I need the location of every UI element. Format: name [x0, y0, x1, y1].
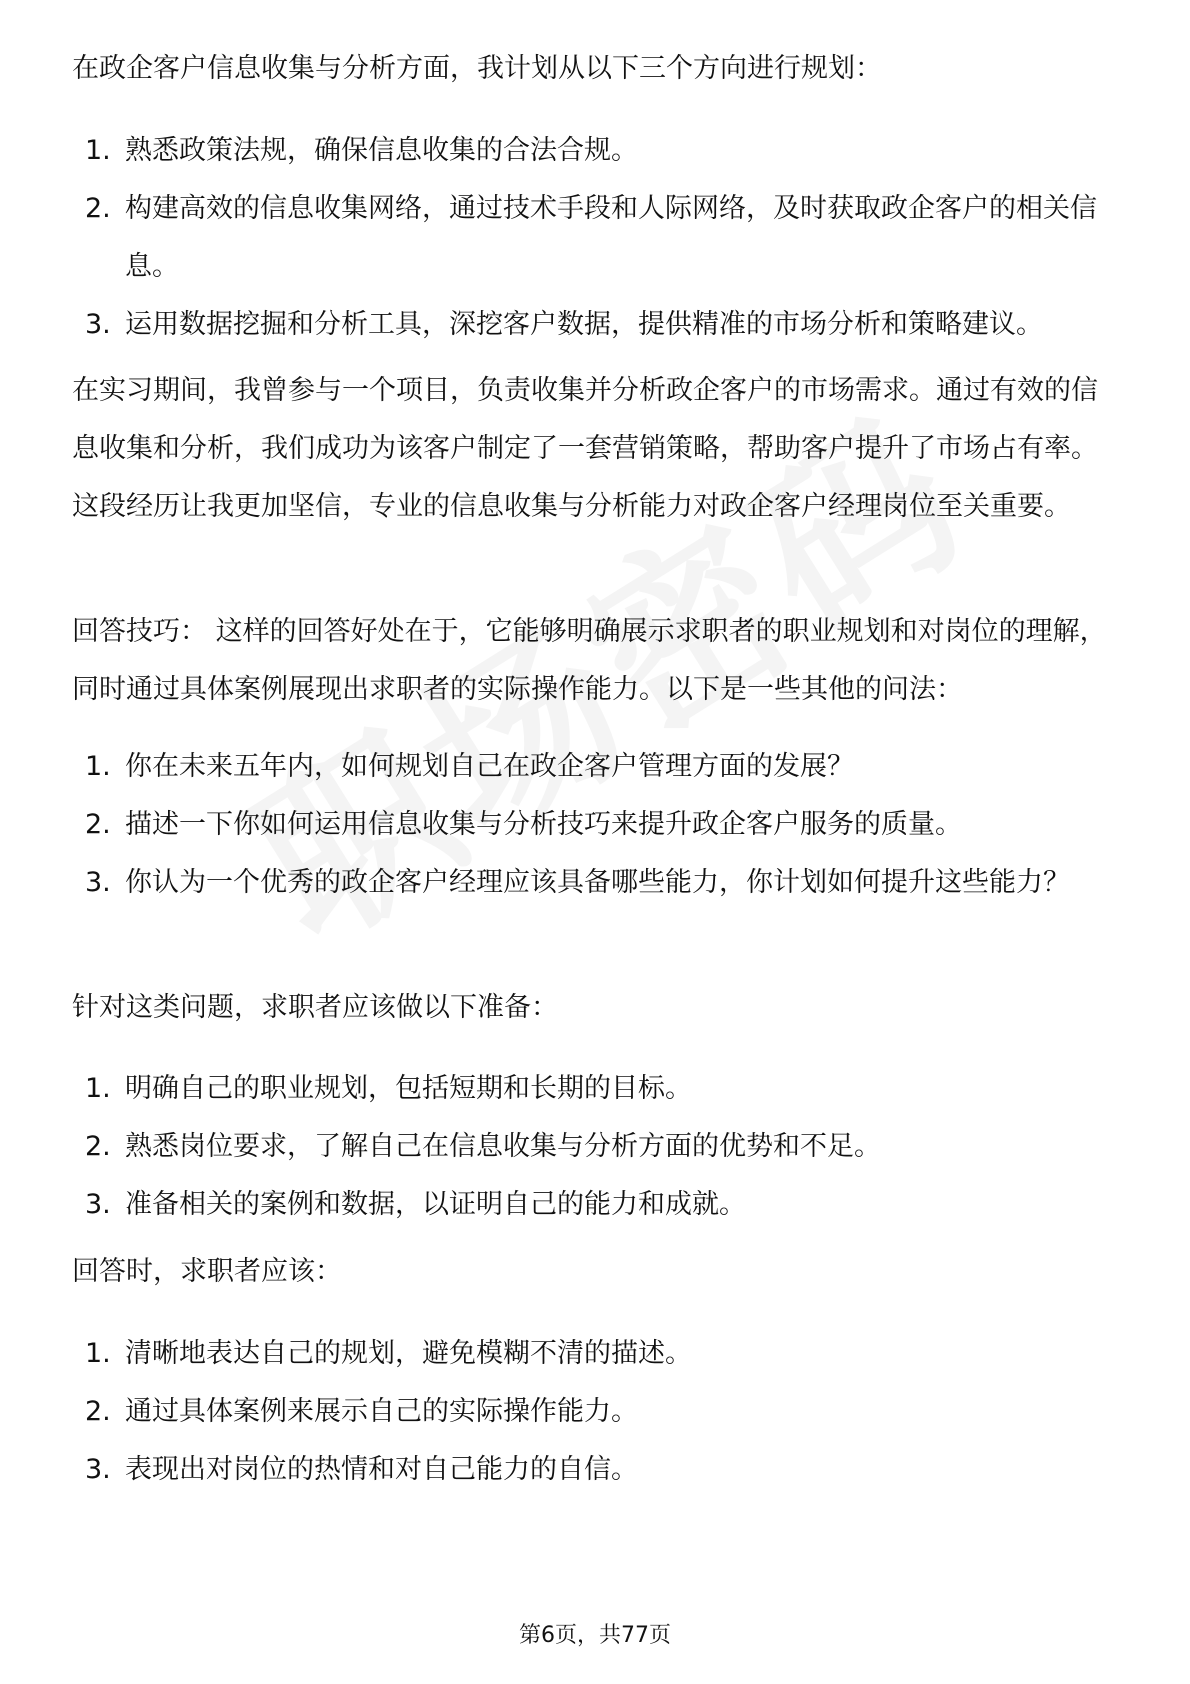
list-item-text: 明确自己的职业规划，包括短期和长期的目标。	[125, 1073, 692, 1104]
list-number: 2.	[85, 809, 111, 840]
list-item-text: 熟悉政策法规，确保信息收集的合法合规。	[125, 135, 638, 166]
list-number: 2.	[85, 1396, 111, 1427]
list-item	[72, 1118, 1122, 1176]
list-item-text: 你认为一个优秀的政企客户经理应该具备哪些能力，你计划如何提升这些能力？	[125, 867, 1070, 898]
list-number: 1.	[85, 1073, 111, 1104]
plan-list	[72, 122, 1122, 354]
list-item	[72, 180, 1122, 296]
list-number: 3.	[85, 867, 111, 898]
list-number: 3.	[85, 309, 111, 340]
answer-intro-paragraph: 回答时，求职者应该：	[72, 1256, 342, 1287]
list-number: 1.	[85, 135, 111, 166]
list-item-text: 表现出对岗位的热情和对自己能力的自信。	[125, 1454, 638, 1485]
prep-list	[72, 1060, 1122, 1234]
list-item	[72, 1060, 1122, 1118]
other-questions-list	[72, 738, 1122, 912]
list-item	[72, 122, 1122, 180]
list-item	[72, 1325, 1122, 1383]
page-number-footer: 第6页，共77页	[519, 1623, 671, 1648]
list-item	[72, 296, 1122, 354]
list-item-text: 你在未来五年内，如何规划自己在政企客户管理方面的发展？	[125, 751, 854, 782]
answer-list	[72, 1325, 1122, 1499]
list-number: 3.	[85, 1189, 111, 1220]
list-item	[72, 854, 1122, 912]
list-number: 1.	[85, 751, 111, 782]
internship-paragraph: 在实习期间，我曾参与一个项目，负责收集并分析政企客户的市场需求。通过有效的信息收集和分析，我们成功为该客户制定了一套营销策略，帮助客户提升了市场占有率。这段经历让我更加坚信，专业的信息收集与分析能力对政企客户经理岗位至关重要。	[72, 375, 1098, 522]
list-number: 3.	[85, 1454, 111, 1485]
list-number: 1.	[85, 1338, 111, 1369]
list-item-text: 构建高效的信息收集网络，通过技术手段和人际网络，及时获取政企客户的相关信息。	[125, 193, 1097, 282]
list-item	[72, 1176, 1122, 1234]
list-item-text: 描述一下你如何运用信息收集与分析技巧来提升政企客户服务的质量。	[125, 809, 962, 840]
list-item-text: 清晰地表达自己的规划，避免模糊不清的描述。	[125, 1338, 692, 1369]
list-item	[72, 796, 1122, 854]
list-item-text: 通过具体案例来展示自己的实际操作能力。	[125, 1396, 638, 1427]
list-item	[72, 1441, 1122, 1499]
list-item-text: 熟悉岗位要求，了解自己在信息收集与分析方面的优势和不足。	[125, 1131, 881, 1162]
tips-paragraph: 回答技巧： 这样的回答好处在于，它能够明确展示求职者的职业规划和对岗位的理解，同时通过具体案例展现出求职者的实际操作能力。以下是一些其他的问法：	[72, 616, 1107, 705]
list-item	[72, 1383, 1122, 1441]
prep-intro-paragraph: 针对这类问题，求职者应该做以下准备：	[72, 992, 558, 1023]
list-item-text: 准备相关的案例和数据，以证明自己的能力和成就。	[125, 1189, 746, 1220]
list-item	[72, 738, 1122, 796]
list-number: 2.	[85, 193, 111, 224]
intro-paragraph: 在政企客户信息收集与分析方面，我计划从以下三个方向进行规划：	[72, 53, 882, 84]
list-item-text: 运用数据挖掘和分析工具，深挖客户数据，提供精准的市场分析和策略建议。	[125, 309, 1043, 340]
list-number: 2.	[85, 1131, 111, 1162]
